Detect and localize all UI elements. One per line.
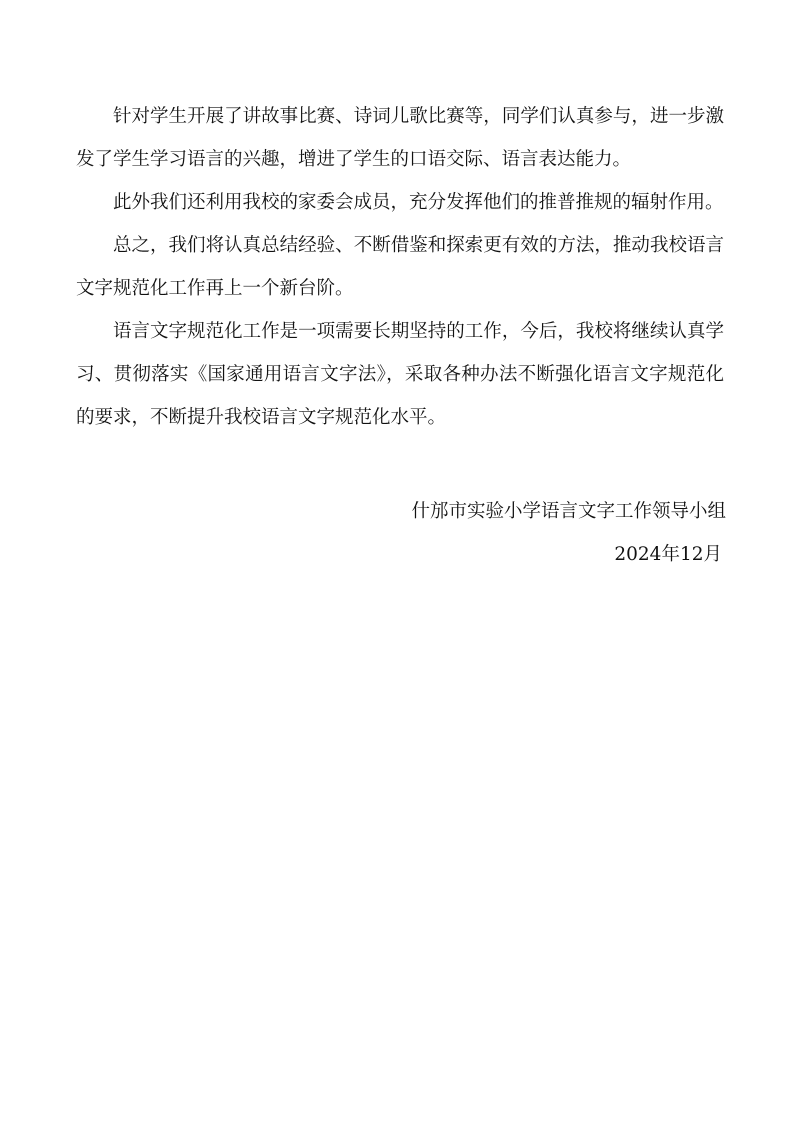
paragraph-summary: 总之，我们将认真总结经验、不断借鉴和探索更有效的方法，推动我校语言文字规范化工作再上一个新台阶。 xyxy=(76,235,724,299)
signature-date: 2024年12月 xyxy=(614,544,722,565)
signature-block xyxy=(411,490,726,576)
paragraph-future-work: 语言文字规范化工作是一项需要长期坚持的工作，今后，我校将继续认真学习、贯彻落实《国家通用语言文字法》，采取各种办法不断强化语言文字规范化的要求，不断提升我校语言文字规范化水平。 xyxy=(76,321,724,428)
document-body xyxy=(76,95,724,439)
paragraph-parent-committee: 此外我们还利用我校的家委会成员，充分发挥他们的推普推规的辐射作用。 xyxy=(113,192,724,213)
paragraph-storytelling-contest: 针对学生开展了讲故事比赛、诗词儿歌比赛等，同学们认真参与，进一步激发了学生学习语言的兴趣，增进了学生的口语交际、语言表达能力。 xyxy=(76,106,724,170)
signature-organization: 什邡市实验小学语言文字工作领导小组 xyxy=(411,501,726,522)
